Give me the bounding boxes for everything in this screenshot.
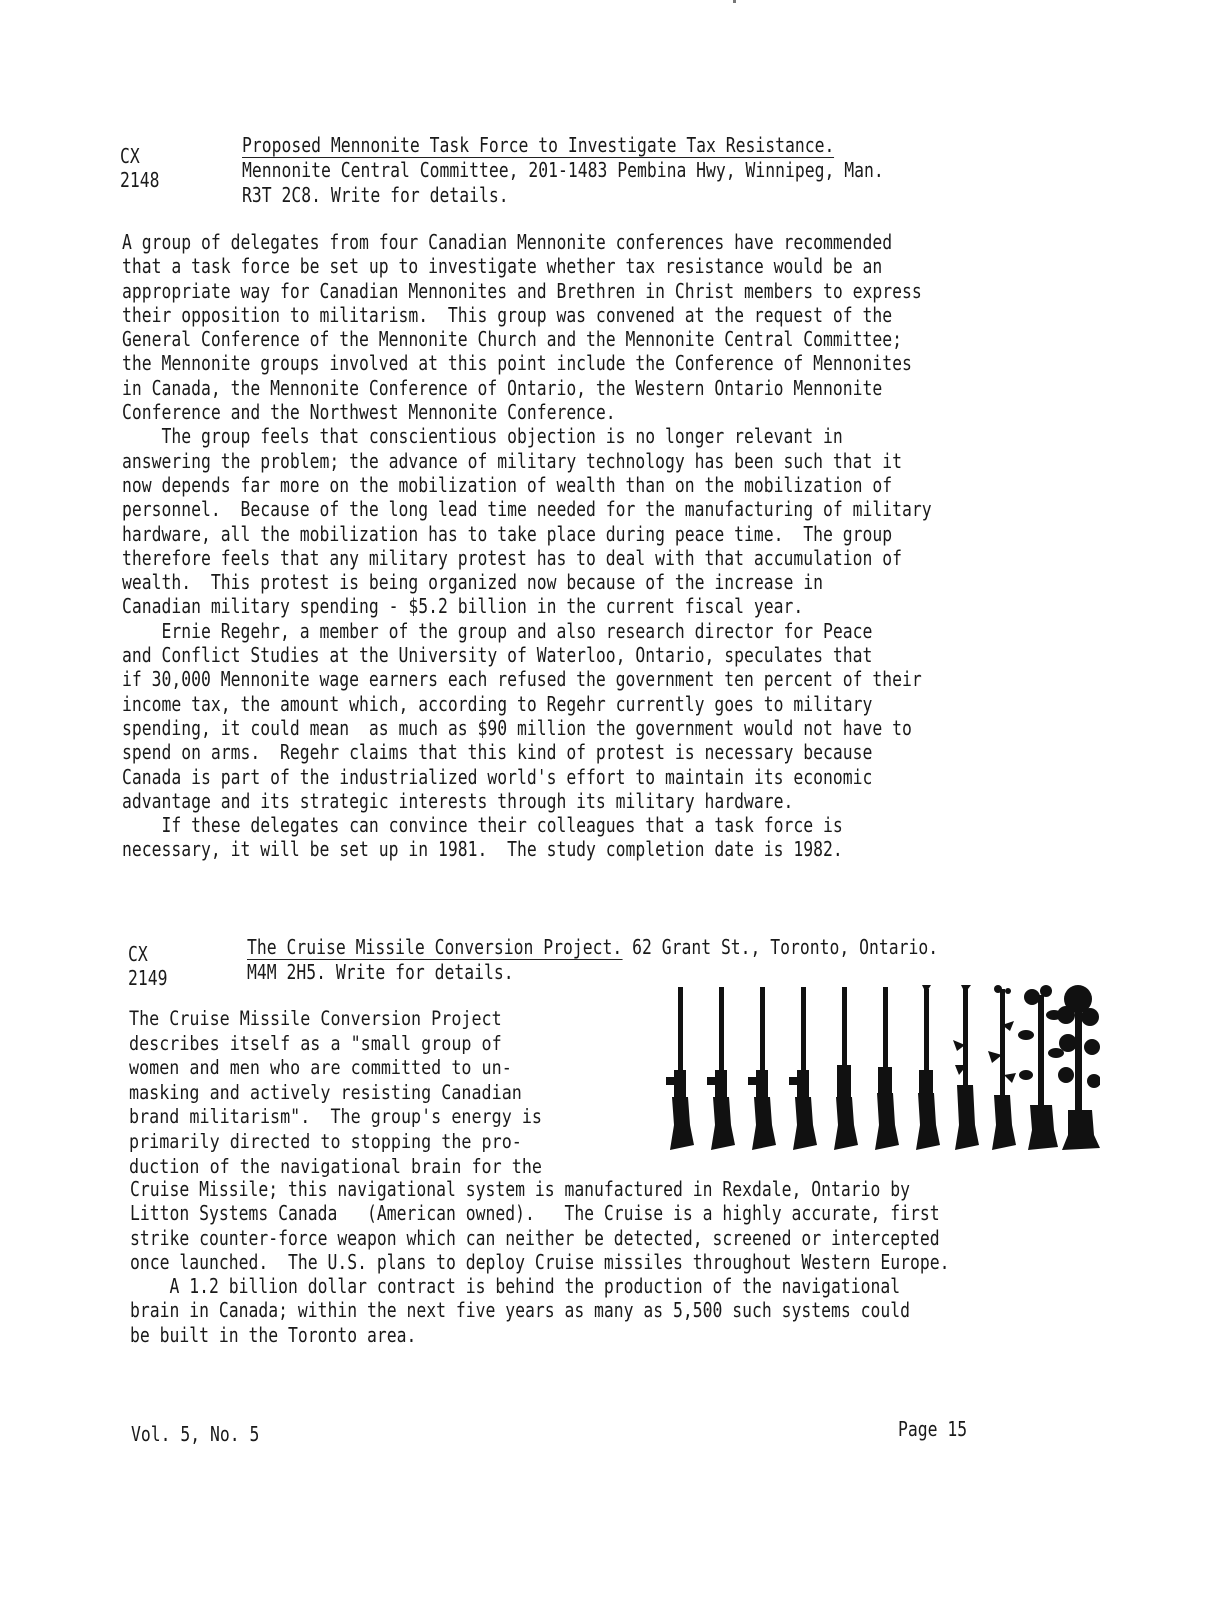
entry-address-cont: M4M 2H5. Write for details. xyxy=(247,960,514,984)
text-line: spending, it could mean as much as $90 million the government would not have to xyxy=(122,715,912,740)
entry-body-2149 xyxy=(130,1177,950,1347)
rifle-icon xyxy=(748,987,776,1150)
text-line: brand militarism". The group's energy is xyxy=(129,1105,542,1129)
text-line: strike counter-force weapon which can neither be detected, screened or intercepted xyxy=(130,1225,940,1250)
text-line: personnel. Because of the long lead time needed for the manufacturing of military xyxy=(122,497,932,522)
text-line: now depends far more on the mobilization of wealth than on the mobilization of xyxy=(122,472,893,497)
text-line: once launched. The U.S. plans to deploy Cruise missiles throughout Western Europe. xyxy=(130,1249,950,1274)
text-line: therefore feels that any military protest has to deal with that accumulation of xyxy=(122,545,903,570)
scan-mark xyxy=(733,0,736,3)
text-line: duction of the navigational brain for the xyxy=(129,1154,542,1178)
text-line: appropriate way for Canadian Mennonites and Brethren in Christ members to express xyxy=(122,278,922,303)
text-line: Cruise Missile; this navigational system is manufactured in Rexdale, Ontario by xyxy=(130,1177,911,1201)
entry-header-2149 xyxy=(247,935,938,985)
text-line: necessary, it will be set up in 1981. The study completion date is 1982. xyxy=(122,837,843,862)
entry-id-2148 xyxy=(120,144,160,192)
text-line: Litton Systems Canada (American owned). The Cruise is a highly accurate, first xyxy=(130,1201,940,1226)
volume-number: Vol. 5, No. 5 xyxy=(131,1422,260,1446)
text-line: primarily directed to stopping the pro- xyxy=(129,1129,522,1153)
rifle-icon xyxy=(666,987,694,1150)
text-line: the Mennonite groups involved at this point include the Conference of Mennonites xyxy=(122,351,912,376)
entry-address: Mennonite Central Committee, 201-1483 Pembina Hwy, Winnipeg, Man. xyxy=(242,158,884,182)
rifles-to-flowers-illustration xyxy=(660,985,1100,1155)
entry-address: 62 Grant St., Toronto, Ontario. xyxy=(622,935,939,959)
text-line: brain in Canada; within the next five years as many as 5,500 such systems could xyxy=(130,1298,911,1323)
entry-title: The Cruise Missile Conversion Project. xyxy=(247,935,623,959)
entry-number: 2149 xyxy=(128,966,168,990)
rifle-icon xyxy=(707,987,735,1150)
text-line: answering the problem; the advance of military technology has been such that it xyxy=(122,448,903,473)
text-line: The Cruise Missile Conversion Project xyxy=(129,1007,502,1030)
entry-address-cont: R3T 2C8. Write for details. xyxy=(242,183,509,207)
rifle-icon xyxy=(834,987,858,1150)
text-line: income tax, the amount which, according to Regehr currently goes to military xyxy=(122,691,873,716)
text-line: hardware, all the mobilization has to take place during peace time. The group xyxy=(122,521,893,546)
plant-sprouting-icon xyxy=(988,985,1016,1150)
entry-header-2148 xyxy=(242,133,884,208)
text-line: be built in the Toronto area. xyxy=(130,1322,417,1347)
rifle-sprouting-icon xyxy=(953,985,979,1150)
text-line: women and men who are committed to un- xyxy=(129,1056,512,1080)
entry-id-2149 xyxy=(128,942,168,990)
page-number: Page 15 xyxy=(898,1417,968,1441)
text-line: that a task force be set up to investigate whether tax resistance would be an xyxy=(122,254,883,279)
text-line: describes itself as a "small group of xyxy=(129,1031,502,1055)
text-line: Canadian military spending - $5.2 billion in the current fiscal year. xyxy=(122,594,804,619)
text-line: and Conflict Studies at the University of Waterloo, Ontario, speculates that xyxy=(122,643,873,668)
text-line: spend on arms. Regehr claims that this kind of protest is necessary because xyxy=(122,740,873,765)
entry-number: 2148 xyxy=(120,168,160,192)
text-line: General Conference of the Mennonite Church and the Mennonite Central Committee; xyxy=(122,327,903,352)
text-line: wealth. This protest is being organized now because of the increase in xyxy=(122,570,824,595)
flowering-tree-icon xyxy=(1057,985,1100,1150)
rifle-sprouting-icon xyxy=(916,985,940,1150)
rifle-icon xyxy=(789,987,817,1150)
rifle-icon xyxy=(875,987,899,1150)
text-line: if 30,000 Mennonite wage earners each refused the government ten percent of their xyxy=(122,667,922,692)
text-line: in Canada, the Mennonite Conference of Ontario, the Western Ontario Mennonite xyxy=(122,375,883,400)
entry-body-2149-intro xyxy=(129,1007,542,1179)
entry-title: Proposed Mennonite Task Force to Investigate Tax Resistance. xyxy=(242,133,835,157)
text-line: advantage and its strategic interests through its military hardware. xyxy=(122,788,794,813)
text-line: their opposition to militarism. This group was convened at the request of the xyxy=(122,302,893,327)
text-line: Canada is part of the industrialized world's effort to maintain its economic xyxy=(122,764,873,789)
text-line: Ernie Regehr, a member of the group and also research director for Peace xyxy=(122,618,873,643)
entry-prefix: CX xyxy=(128,942,148,966)
text-line: A group of delegates from four Canadian Mennonite conferences have recommended xyxy=(122,230,893,254)
text-line: If these delegates can convince their colleagues that a task force is xyxy=(122,813,843,838)
text-line: Conference and the Northwest Mennonite Conference. xyxy=(122,400,616,425)
text-line: The group feels that conscientious objection is no longer relevant in xyxy=(122,424,843,449)
entry-body-2148 xyxy=(122,230,932,862)
text-line: A 1.2 billion dollar contract is behind the production of the navigational xyxy=(130,1274,901,1299)
plant-icon xyxy=(1018,985,1064,1150)
entry-prefix: CX xyxy=(120,144,140,168)
text-line: masking and actively resisting Canadian xyxy=(129,1080,522,1104)
